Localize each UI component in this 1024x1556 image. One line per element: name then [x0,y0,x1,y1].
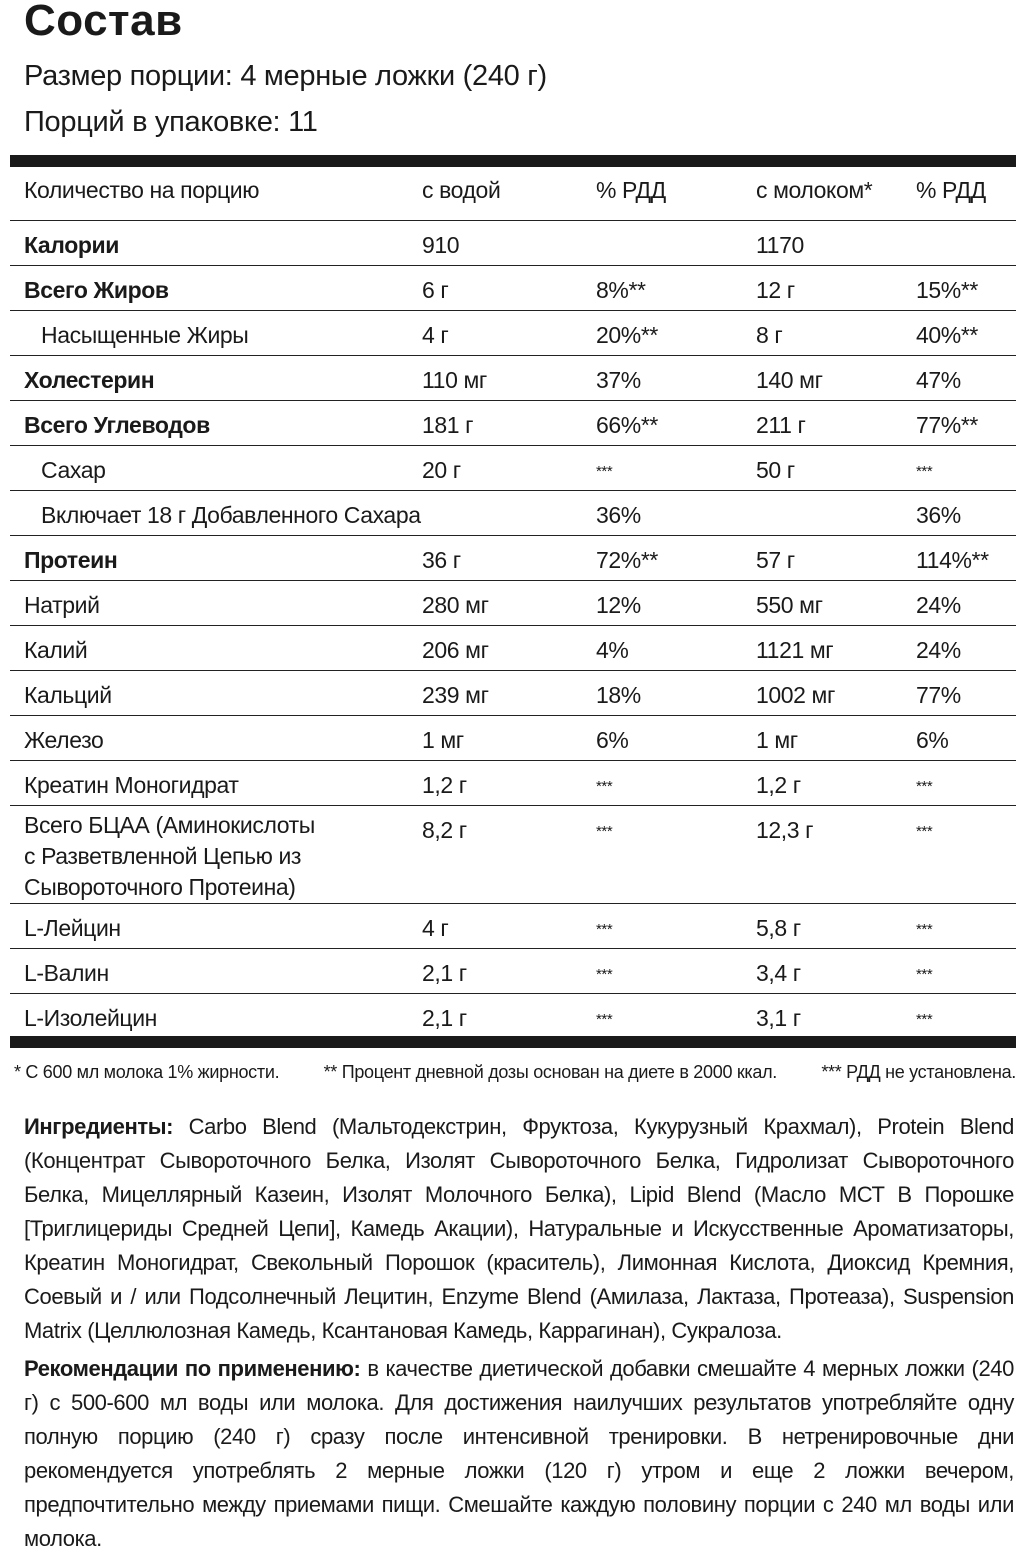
value-with-milk-text: 1121 мг [756,637,834,663]
value-with-water-text: 1,2 г [422,772,467,798]
value-with-milk [756,761,916,806]
dv-with-water [596,221,756,266]
dv-with-water-text: 66%** [596,412,658,438]
dv-with-water-text: 4% [596,637,629,663]
value-with-milk-text: 1002 мг [756,682,835,708]
dv-with-water [596,491,756,536]
value-with-water [422,446,596,491]
dv-with-milk [916,356,1016,401]
nutrient-name-line: Кальций [24,682,112,708]
ingredients-paragraph [24,1110,1014,1348]
table-row [10,716,1016,761]
value-with-water-text: 2,1 г [422,960,467,986]
nutrient-name-line: Калории [24,232,119,258]
value-with-milk [756,536,916,581]
table-row [10,446,1016,491]
dv-with-water [596,311,756,356]
table-row [10,761,1016,806]
ingredients-text: Carbo Blend (Мальтодекстрин, Фруктоза, Кукурузный Крахмал), Protein Blend (Концентрат Сывороточного Белка, Изолят Сывороточного Белка, Гидролизат Сывороточного Белка, Мицеллярный Казеин, Изолят Молочного Белка), Lipid Blend (Масло МСТ В Порошке [Триглицериды Средней Цепи], Камедь Акации), Натуральные и Искусственные Ароматизаторы, Креатин Моногидрат, Свекольный Порошок (краситель), Лимонная Кислота, Диоксид Кремния, Соевый и / или Подсолнечный Лецитин, Enzyme Blend (Амилаза, Лактаза, Протеаза), Suspension Matrix (Целлюлозная Камедь, Ксантановая Камедь, Каррагинан), Сукралоза. [24,1114,1014,1343]
value-with-water-text: 20 г [422,457,461,483]
dv-with-milk-text: 36% [916,502,961,528]
dv-with-milk-text: 47% [916,367,961,393]
value-with-milk [756,491,916,536]
directions-label: Рекомендации по применению: [24,1356,361,1381]
nutrient-name [10,904,422,949]
dv-with-water [596,446,756,491]
value-with-milk [756,994,916,1039]
value-with-milk [756,581,916,626]
nutrient-name [10,716,422,761]
nutrient-name [10,949,422,994]
nutrient-name-line: Протеин [24,547,118,573]
dv-with-water-text: *** [596,966,613,983]
dv-with-milk-text: 24% [916,637,961,663]
value-with-milk-text: 1 мг [756,727,798,753]
directions-text: в качестве диетической добавки смешайте 4 мерных ложки (240 г) с 500-600 мл воды или молока. Для достижения наилучших результатов употребляйте одну полную порцию (240 г) сразу после интенсивной тренировки. В нетренировочные дни рекомендуется употреблять 2 мерные ложки (120 г) утром и еще 2 ложки вечером, предпочтительно между приемами пищи. Смешайте каждую половину порции с 240 мл воды или молока. [24,1356,1014,1551]
nutrient-name-line: L-Валин [24,960,109,986]
value-with-milk-text: 5,8 г [756,915,801,941]
value-with-milk [756,904,916,949]
value-with-milk [756,626,916,671]
dv-with-milk-text: *** [916,778,933,795]
value-with-water [422,716,596,761]
value-with-milk-text: 3,4 г [756,960,801,986]
table-row [10,491,1016,536]
nutrient-name-line: L-Лейцин [24,915,121,941]
nutrient-name [10,761,422,806]
table-row [10,401,1016,446]
value-with-milk [756,716,916,761]
value-with-water [422,266,596,311]
dv-with-water [596,356,756,401]
dv-with-water [596,266,756,311]
value-with-water [422,581,596,626]
value-with-water [422,356,596,401]
dv-with-water-text: 18% [596,682,641,708]
value-with-water-text: 110 мг [422,367,487,393]
dv-with-water [596,949,756,994]
dv-with-milk-text: 114%** [916,547,989,573]
dv-with-milk-text: *** [916,921,933,938]
dv-with-water [596,536,756,581]
value-with-milk [756,356,916,401]
table-row [10,536,1016,581]
nutrient-name [10,671,422,716]
nutrient-name [10,581,422,626]
nutrient-name-line: Включает 18 г Добавленного Сахара [41,502,421,528]
dv-with-milk [916,536,1016,581]
dv-with-water-text: 6% [596,727,629,753]
header-amount-per-serving: Количество на порцию [24,177,260,203]
table-row [10,806,1016,904]
dv-with-milk [916,994,1016,1039]
dv-with-water [596,626,756,671]
value-with-water-text: 1 мг [422,727,464,753]
dv-with-milk-text: *** [916,463,933,480]
table-row [10,904,1016,949]
dv-with-milk-text: 77%** [916,412,978,438]
dv-with-water-text: *** [596,823,613,840]
nutrient-name-line: Железо [24,727,104,753]
value-with-water-text: 181 г [422,412,474,438]
value-with-milk [756,671,916,716]
dv-with-milk [916,446,1016,491]
nutrient-name [10,221,422,266]
value-with-milk [756,311,916,356]
dv-with-water [596,401,756,446]
value-with-milk [756,401,916,446]
value-with-water [422,761,596,806]
value-with-water-text: 8,2 г [422,817,467,843]
dv-with-milk [916,806,1016,904]
dv-with-milk-text: 6% [916,727,949,753]
nutrient-name-line: Всего БЦАА (Аминокислоты [24,812,315,838]
nutrient-name [10,266,422,311]
nutrient-name [10,311,422,356]
table-header-row [10,167,1016,221]
table-row [10,581,1016,626]
table-top-rule [10,155,1016,167]
footnotes [14,1062,1016,1083]
value-with-milk-text: 211 г [756,412,806,438]
value-with-water [422,221,596,266]
dv-with-milk [916,401,1016,446]
dv-with-milk [916,904,1016,949]
header-dv-milk: % РДД [916,177,986,203]
dv-with-milk [916,716,1016,761]
value-with-milk [756,806,916,904]
dv-with-water [596,581,756,626]
value-with-milk-text: 12,3 г [756,817,814,843]
dv-with-water-text: 12% [596,592,641,618]
dv-with-water [596,994,756,1039]
value-with-water-text: 206 мг [422,637,489,663]
dv-with-milk [916,949,1016,994]
dv-with-milk [916,311,1016,356]
value-with-water [422,311,596,356]
value-with-milk-text: 1,2 г [756,772,801,798]
value-with-milk-text: 550 мг [756,592,823,618]
dv-with-water-text: 37% [596,367,641,393]
dv-with-milk [916,761,1016,806]
nutrient-name-line: Сахар [41,457,106,483]
nutrient-name-line: Всего Жиров [24,277,169,303]
value-with-water-text: 4 г [422,915,449,941]
value-with-water [422,949,596,994]
dv-with-milk [916,626,1016,671]
table-row [10,356,1016,401]
value-with-water-text: 4 г [422,322,449,348]
dv-with-water-text: 20%** [596,322,658,348]
dv-with-milk-text: *** [916,823,933,840]
value-with-water-text: 6 г [422,277,449,303]
serving-size: Размер порции: 4 мерные ложки (240 г) [24,60,547,92]
value-with-milk-text: 57 г [756,547,795,573]
table-row [10,221,1016,266]
nutrient-name-line: L-Изолейцин [24,1005,157,1031]
nutrient-name [10,356,422,401]
value-with-water [422,671,596,716]
value-with-milk-text: 50 г [756,457,795,483]
value-with-water [422,401,596,446]
footnote-milk: * С 600 мл молока 1% жирности. [14,1062,280,1082]
value-with-milk [756,949,916,994]
nutrition-table [10,167,1016,1039]
value-with-water-text: 910 [422,232,460,258]
nutrient-name [10,994,422,1039]
table-row [10,266,1016,311]
page-title: Состав [24,0,183,45]
nutrient-name [10,536,422,581]
dv-with-water [596,806,756,904]
nutrient-name [10,491,422,536]
table-row [10,311,1016,356]
dv-with-milk-text: 15%** [916,277,978,303]
nutrient-name-line: Насыщенные Жиры [41,322,249,348]
value-with-milk-text: 1170 [756,232,804,258]
dv-with-milk [916,266,1016,311]
value-with-water-text: 36 г [422,547,461,573]
value-with-milk [756,446,916,491]
footnote-dv: ** Процент дневной дозы основан на диете в 2000 ккал. [323,1062,778,1082]
nutrient-name [10,446,422,491]
dv-with-milk-text: 40%** [916,322,978,348]
table-row [10,626,1016,671]
dv-with-water-text: *** [596,921,613,938]
value-with-water [422,904,596,949]
dv-with-water-text: 36% [596,502,641,528]
value-with-water-text: 2,1 г [422,1005,467,1031]
dv-with-water-text: *** [596,778,613,795]
nutrient-name-line: Холестерин [24,367,155,393]
dv-with-water [596,671,756,716]
dv-with-milk-text: 24% [916,592,961,618]
dv-with-water [596,761,756,806]
value-with-milk-text: 8 г [756,322,783,348]
servings-per-container: Порций в упаковке: 11 [24,106,318,138]
dv-with-milk [916,671,1016,716]
value-with-water [422,626,596,671]
table-bottom-rule [10,1036,1016,1048]
value-with-milk-text: 12 г [756,277,795,303]
dv-with-water-text: 8%** [596,277,646,303]
header-dv-water: % РДД [596,177,666,203]
header-with-milk: с молоком* [756,177,873,203]
dv-with-milk-text: *** [916,1011,933,1028]
dv-with-milk [916,581,1016,626]
dv-with-milk [916,221,1016,266]
nutrient-name [10,806,422,904]
dv-with-milk [916,491,1016,536]
value-with-water [422,536,596,581]
value-with-milk-text: 3,1 г [756,1005,801,1031]
dv-with-water-text: *** [596,1011,613,1028]
header-with-water: с водой [422,177,501,203]
ingredients-label: Ингредиенты: [24,1114,174,1139]
value-with-water-text: 239 мг [422,682,489,708]
table-row [10,949,1016,994]
nutrient-name-line: Креатин Моногидрат [24,772,239,798]
value-with-water [422,994,596,1039]
value-with-milk [756,266,916,311]
dv-with-milk-text: 77% [916,682,961,708]
nutrient-name-line: Натрий [24,592,100,618]
nutrient-name [10,626,422,671]
directions-paragraph [24,1352,1014,1556]
dv-with-water-text: 72%** [596,547,658,573]
dv-with-water [596,716,756,761]
dv-with-milk-text: *** [916,966,933,983]
value-with-water [422,806,596,904]
value-with-milk-text: 140 мг [756,367,823,393]
nutrient-name [10,401,422,446]
value-with-water-text: 280 мг [422,592,489,618]
footnote-na: *** РДД не установлена. [821,1062,1016,1082]
nutrient-name-line-2: с Разветвленной Цепью из Сывороточного Протеина) [24,843,302,900]
table-row [10,994,1016,1039]
table-row [10,671,1016,716]
value-with-milk [756,221,916,266]
dv-with-water [596,904,756,949]
dv-with-water-text: *** [596,463,613,480]
nutrient-name-line: Всего Углеводов [24,412,210,438]
value-with-water [422,491,596,536]
nutrient-name-line: Калий [24,637,88,663]
